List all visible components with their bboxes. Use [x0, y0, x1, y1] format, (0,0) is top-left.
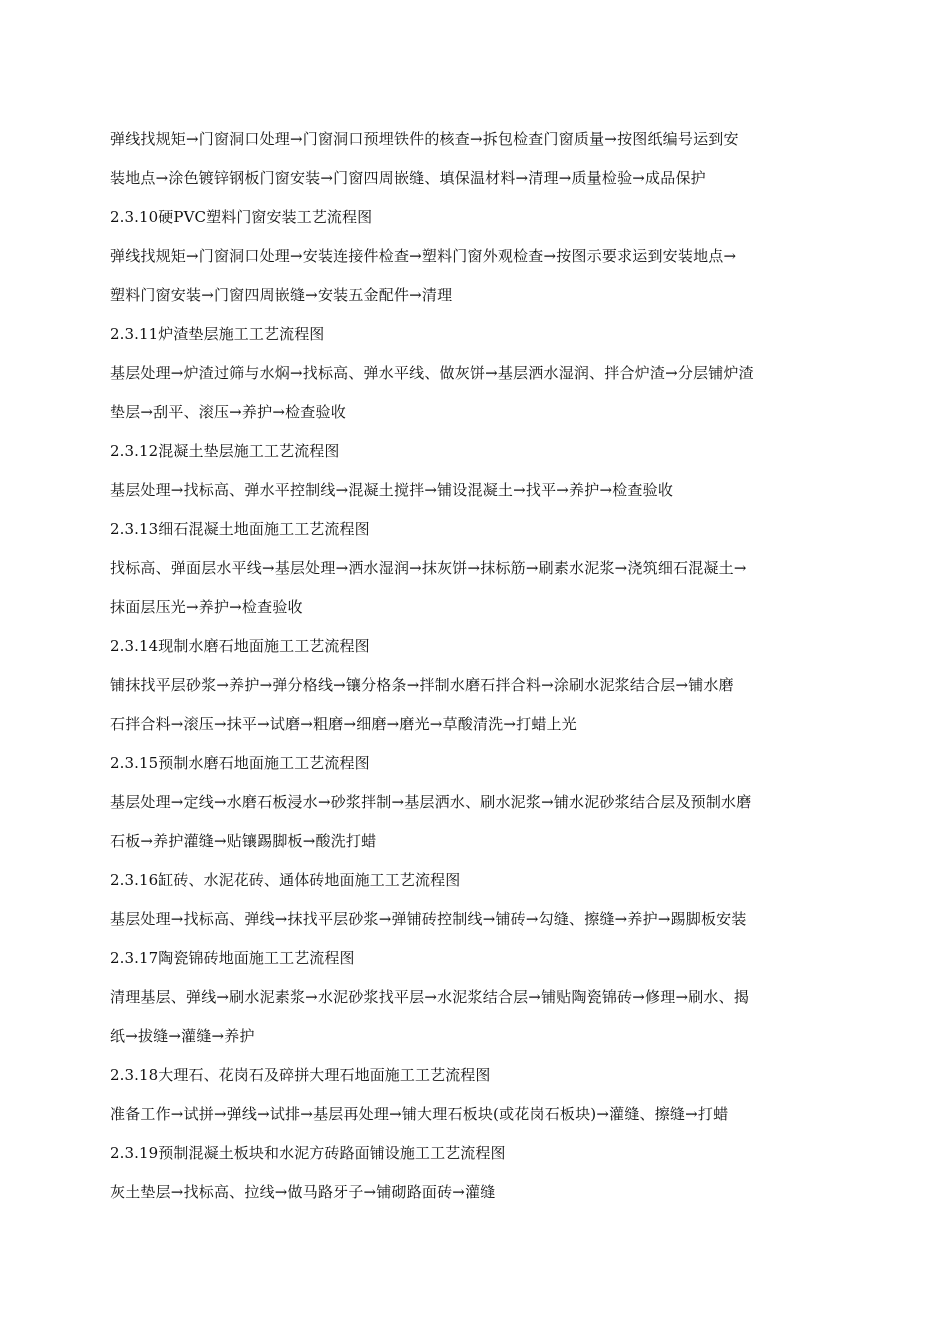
- body-line: 塑料门窗安装→门窗四周嵌缝→安装五金配件→清理: [110, 286, 453, 304]
- body-line: 清理基层、弹线→刷水泥素浆→水泥砂浆找平层→水泥浆结合层→铺贴陶瓷锦砖→修理→刷水、揭: [110, 988, 750, 1006]
- section-heading: 2.3.13细石混凝土地面施工工艺流程图: [110, 520, 370, 538]
- body-line: 基层处理→找标高、弹水平控制线→混凝土搅拌→铺设混凝土→找平→养护→检查验收: [110, 481, 674, 499]
- body-line: 灰土垫层→找标高、拉线→做马路牙子→铺砌路面砖→灌缝: [110, 1183, 496, 1201]
- section-heading: 2.3.19预制混凝土板块和水泥方砖路面铺设施工工艺流程图: [110, 1144, 506, 1162]
- section-heading: 2.3.17陶瓷锦砖地面施工工艺流程图: [110, 949, 355, 967]
- document-body: [110, 120, 845, 1212]
- section-heading: 2.3.15预制水磨石地面施工工艺流程图: [110, 754, 370, 772]
- section-heading: 2.3.14现制水磨石地面施工工艺流程图: [110, 637, 370, 655]
- body-line: 基层处理→炉渣过筛与水焖→找标高、弹水平线、做灰饼→基层洒水湿润、拌合炉渣→分层铺炉渣: [110, 364, 754, 382]
- body-line: 找标高、弹面层水平线→基层处理→洒水湿润→抹灰饼→抹标筋→刷素水泥浆→浇筑细石混凝土→: [110, 559, 747, 577]
- section-heading: 2.3.11炉渣垫层施工工艺流程图: [110, 325, 325, 343]
- body-line: 垫层→刮平、滚压→养护→检查验收: [110, 403, 346, 421]
- section-heading: 2.3.12混凝土垫层施工工艺流程图: [110, 442, 340, 460]
- body-line: 铺抹找平层砂浆→养护→弹分格线→镶分格条→拌制水磨石拌合料→涂刷水泥浆结合层→铺水磨: [110, 676, 734, 694]
- body-line: 石板→养护灌缝→贴镶踢脚板→酸洗打蜡: [110, 832, 377, 850]
- body-line: 弹线找规矩→门窗洞口处理→安装连接件检查→塑料门窗外观检查→按图示要求运到安装地点→: [110, 247, 737, 265]
- body-line: 装地点→涂色镀锌钢板门窗安装→门窗四周嵌缝、填保温材料→清理→质量检验→成品保护: [110, 169, 706, 187]
- body-line: 石拌合料→滚压→抹平→试磨→粗磨→细磨→磨光→草酸清洗→打蜡上光: [110, 715, 577, 733]
- section-heading: 2.3.10硬PVC塑料门窗安装工艺流程图: [110, 208, 373, 226]
- body-line: 纸→拔缝→灌缝→养护: [110, 1027, 255, 1045]
- body-line: 抹面层压光→养护→检查验收: [110, 598, 303, 616]
- body-line: 基层处理→找标高、弹线→抹找平层砂浆→弹铺砖控制线→铺砖→勾缝、擦缝→养护→踢脚板安装: [110, 910, 747, 928]
- section-heading: 2.3.16缸砖、水泥花砖、通体砖地面施工工艺流程图: [110, 871, 461, 889]
- body-line: 弹线找规矩→门窗洞口处理→门窗洞口预埋铁件的核查→拆包检查门窗质量→按图纸编号运到安: [110, 130, 739, 148]
- section-heading: 2.3.18大理石、花岗石及碎拼大理石地面施工工艺流程图: [110, 1066, 491, 1084]
- body-line: 准备工作→试拼→弹线→试排→基层再处理→铺大理石板块(或花岗石板块)→灌缝、擦缝→打蜡: [110, 1105, 729, 1123]
- body-line: 基层处理→定线→水磨石板浸水→砂浆拌制→基层洒水、刷水泥浆→铺水泥砂浆结合层及预制水磨: [110, 793, 752, 811]
